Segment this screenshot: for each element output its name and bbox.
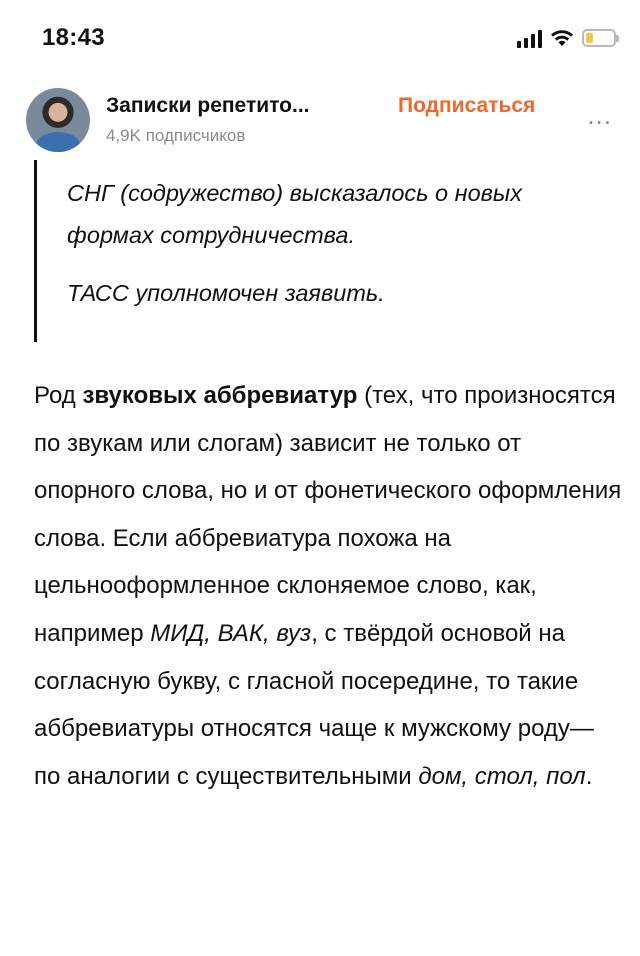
italic-examples: дом, стол, пол [418, 762, 586, 790]
article-paragraph [34, 372, 624, 800]
channel-header [26, 88, 616, 158]
italic-examples: МИД, ВАК, вуз [150, 619, 312, 647]
quote-line-2: ТАСС уполномочен заявить. [67, 280, 385, 306]
status-time: 18:43 [42, 24, 105, 51]
wifi-icon [550, 29, 574, 47]
blockquote [34, 160, 594, 342]
text-segment: Род [34, 382, 83, 409]
bold-term: звуковых аббревиатур [82, 382, 358, 409]
text-segment: (тех, что произносятся по звукам или слогам) зависит не только от опорного слова, но и от фонетического оформления слова. Если аббревиатура похожа на цельнооформленное склоняемое слово, как, например [34, 382, 622, 647]
text-segment: , с твёрдой основой на согласную букву, с гласной посередине, то такие аббревиатуры относятся чаще к мужскому роду— по аналогии с существительными [34, 619, 594, 790]
battery-fill [586, 33, 593, 43]
subscribe-button[interactable]: Подписаться [398, 94, 536, 117]
more-options-icon[interactable]: ... [587, 100, 612, 130]
channel-name[interactable]: Записки репетито... [106, 94, 310, 117]
channel-avatar[interactable] [26, 88, 90, 152]
subscriber-count: 4,9K подписчиков [106, 126, 246, 145]
battery-icon [582, 29, 616, 47]
cellular-signal-icon [517, 28, 542, 48]
status-bar [0, 0, 640, 80]
status-icons [517, 26, 616, 50]
text-segment: . [585, 762, 593, 790]
quote-line-1: СНГ (содружество) высказалось о новых формах сотрудничества. [67, 180, 522, 248]
